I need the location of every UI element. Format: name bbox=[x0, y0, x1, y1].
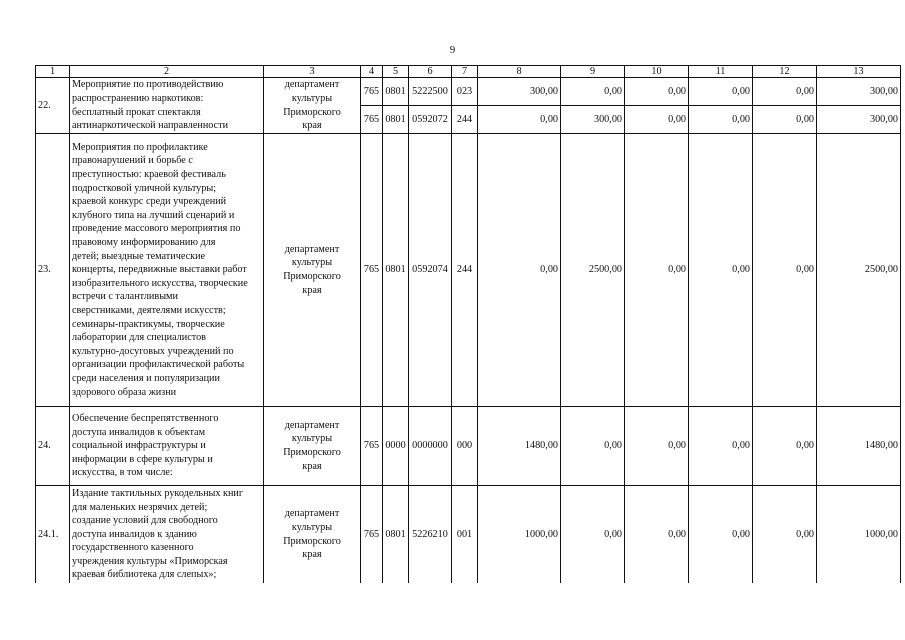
amount-col-9: 0,00 bbox=[561, 407, 625, 486]
code-section: 0801 bbox=[383, 134, 409, 407]
code-expense-type: 001 bbox=[452, 486, 478, 584]
amount-col-11: 0,00 bbox=[689, 78, 753, 106]
item-number: 24. bbox=[36, 407, 70, 486]
column-header: 12 bbox=[753, 66, 817, 78]
amount-col-11: 0,00 bbox=[689, 106, 753, 134]
table-row bbox=[36, 407, 901, 486]
amount-col-9: 2500,00 bbox=[561, 134, 625, 407]
amount-col-9: 0,00 bbox=[561, 486, 625, 584]
code-target: 5222500 bbox=[409, 78, 452, 106]
amount-col-12: 0,00 bbox=[753, 106, 817, 134]
column-number-row bbox=[36, 66, 901, 78]
column-header: 11 bbox=[689, 66, 753, 78]
code-grbs: 765 bbox=[361, 106, 383, 134]
amount-total: 2500,00 bbox=[817, 134, 901, 407]
page-number: 9 bbox=[449, 44, 456, 56]
amount-col-9: 0,00 bbox=[561, 78, 625, 106]
column-header: 10 bbox=[625, 66, 689, 78]
amount-col-11: 0,00 bbox=[689, 407, 753, 486]
table-row bbox=[36, 486, 901, 584]
column-header: 4 bbox=[361, 66, 383, 78]
column-header: 8 bbox=[478, 66, 561, 78]
amount-total: 1480,00 bbox=[817, 407, 901, 486]
item-executor: департамент культуры Приморского края bbox=[264, 134, 361, 407]
amount-col-10: 0,00 bbox=[625, 78, 689, 106]
amount-col-12: 0,00 bbox=[753, 78, 817, 106]
amount-col-8: 300,00 bbox=[478, 78, 561, 106]
item-number: 22. bbox=[36, 78, 70, 134]
item-description: Издание тактильных рукодельных книг для маленьких незрячих детей; создание условий для свободного доступа инвалидов к зданию государственного казенного учреждения культуры «Приморская краевая библиотека для слепых»; bbox=[70, 486, 264, 584]
budget-table bbox=[35, 65, 901, 583]
code-section: 0801 bbox=[383, 106, 409, 134]
code-grbs: 765 bbox=[361, 134, 383, 407]
code-grbs: 765 bbox=[361, 486, 383, 584]
amount-col-8: 1000,00 bbox=[478, 486, 561, 584]
column-header: 2 bbox=[70, 66, 264, 78]
code-expense-type: 244 bbox=[452, 106, 478, 134]
code-expense-type: 023 bbox=[452, 78, 478, 106]
column-header: 3 bbox=[264, 66, 361, 78]
amount-col-8: 1480,00 bbox=[478, 407, 561, 486]
amount-col-11: 0,00 bbox=[689, 134, 753, 407]
table-row bbox=[36, 78, 901, 106]
code-target: 0592072 bbox=[409, 106, 452, 134]
code-section: 0000 bbox=[383, 407, 409, 486]
amount-col-8: 0,00 bbox=[478, 106, 561, 134]
code-target: 5226210 bbox=[409, 486, 452, 584]
column-header: 5 bbox=[383, 66, 409, 78]
item-number: 23. bbox=[36, 134, 70, 407]
amount-col-11: 0,00 bbox=[689, 486, 753, 584]
column-header: 7 bbox=[452, 66, 478, 78]
code-expense-type: 000 bbox=[452, 407, 478, 486]
amount-col-10: 0,00 bbox=[625, 407, 689, 486]
column-header: 9 bbox=[561, 66, 625, 78]
amount-col-12: 0,00 bbox=[753, 486, 817, 584]
amount-total: 1000,00 bbox=[817, 486, 901, 584]
amount-total: 300,00 bbox=[817, 106, 901, 134]
code-section: 0801 bbox=[383, 78, 409, 106]
code-expense-type: 244 bbox=[452, 134, 478, 407]
amount-total: 300,00 bbox=[817, 78, 901, 106]
code-target: 0000000 bbox=[409, 407, 452, 486]
item-executor: департамент культуры Приморского края bbox=[264, 78, 361, 134]
column-header: 13 bbox=[817, 66, 901, 78]
item-number: 24.1. bbox=[36, 486, 70, 584]
amount-col-12: 0,00 bbox=[753, 134, 817, 407]
item-executor: департамент культуры Приморского края bbox=[264, 486, 361, 584]
column-header: 1 bbox=[36, 66, 70, 78]
column-header: 6 bbox=[409, 66, 452, 78]
code-grbs: 765 bbox=[361, 407, 383, 486]
amount-col-10: 0,00 bbox=[625, 486, 689, 584]
item-description: Мероприятия по профилактике правонарушений и борьбе с преступностью: краевой фестиваль подростковой уличной культуры; краевой конкурс среди учреждений клубного типа на лучший сценарий и проведение массового мероприятия по правовому информированию для детей; выездные тематические концерты, передвижные выставки работ изобразительного искусства, творческие встречи с талантливыми сверстниками, деятелями искусств; семинары-практикумы, творческие лаборатории для специалистов культурно-досуговых учреждений по организации профилактической работы среди населения и популяризации здорового образа жизни bbox=[70, 134, 264, 407]
item-executor: департамент культуры Приморского края bbox=[264, 407, 361, 486]
item-description: Мероприятие по противодействию распространению наркотиков: бесплатный прокат спектакля антинаркотической направленности bbox=[70, 78, 264, 134]
amount-col-12: 0,00 bbox=[753, 407, 817, 486]
code-section: 0801 bbox=[383, 486, 409, 584]
amount-col-9: 300,00 bbox=[561, 106, 625, 134]
amount-col-8: 0,00 bbox=[478, 134, 561, 407]
table-row bbox=[36, 134, 901, 407]
code-target: 0592074 bbox=[409, 134, 452, 407]
code-grbs: 765 bbox=[361, 78, 383, 106]
amount-col-10: 0,00 bbox=[625, 106, 689, 134]
item-description: Обеспечение беспрепятственного доступа инвалидов к объектам социальной инфраструктуры и информации в сфере культуры и искусства, в том числе: bbox=[70, 407, 264, 486]
amount-col-10: 0,00 bbox=[625, 134, 689, 407]
